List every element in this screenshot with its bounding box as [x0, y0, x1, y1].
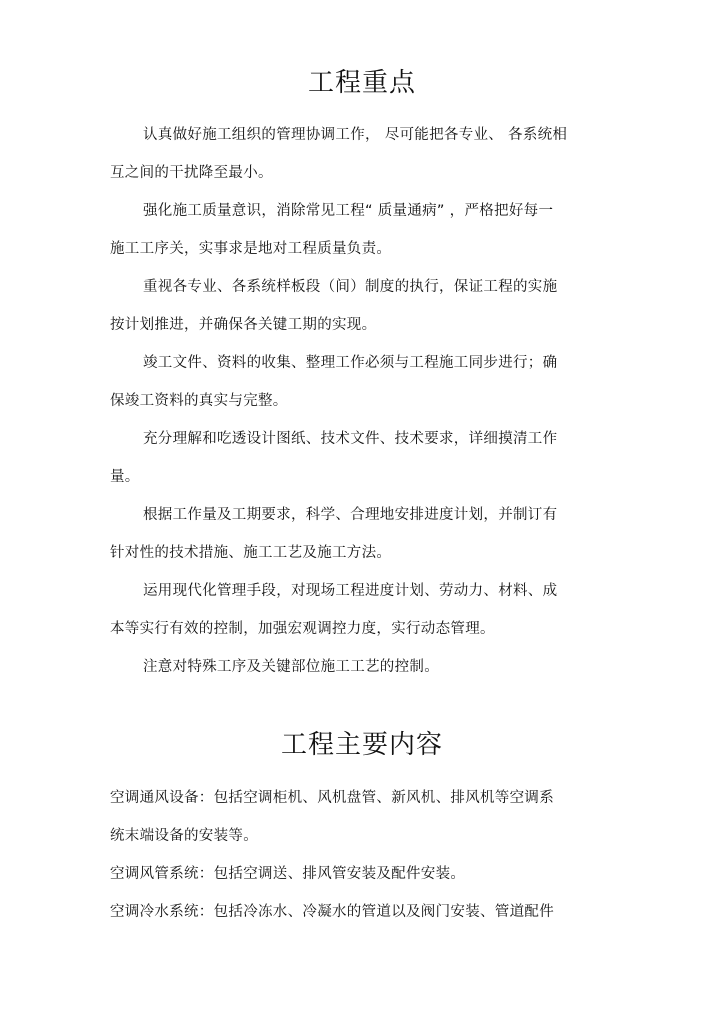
paragraph-line: 量。 [110, 469, 140, 485]
paragraph-line: 根据工作量及工期要求，科学、合理地安排进度计划，并制订有 [143, 507, 558, 523]
paragraph-line: 运用现代化管理手段，对现场工程进度计划、劳动力、材料、成 [143, 583, 558, 599]
paragraph-line: 注意对特殊工序及关键部位施工工艺的控制。 [143, 659, 439, 675]
paragraph-line: 统末端设备的安装等。 [110, 828, 258, 844]
paragraph-line: 空调冷水系统：包括冷冻水、冷凝水的管道以及阀门安装、管道配件 [110, 904, 554, 920]
paragraph-line: 空调通风设备：包括空调柜机、风机盘管、新风机、排风机等空调系 [110, 790, 554, 806]
section-title-main-content: 工程主要内容 [280, 730, 443, 760]
paragraph-line: 本等实行有效的控制，加强宏观调控力度，实行动态管理。 [110, 621, 495, 637]
paragraph-line: 保竣工资料的真实与完整。 [110, 393, 288, 409]
paragraph-line: 针对性的技术措施、施工工艺及施工方法。 [110, 545, 392, 561]
paragraph-line: 竣工文件、资料的收集、整理工作必须与工程施工同步进行；确 [143, 355, 558, 371]
paragraph-line: 重视各专业、各系统样板段（间）制度的执行，保证工程的实施 [143, 279, 558, 295]
paragraph-line: 施工工序关，实事求是地对工程质量负责。 [110, 241, 392, 257]
paragraph-line: 强化施工质量意识，消除常见工程“ 质量通病” ，严格把好每一 [143, 203, 554, 219]
paragraph-line: 按计划推进，并确保各关键工期的实现。 [110, 317, 377, 333]
paragraph-line: 互之间的干扰降至最小。 [110, 165, 273, 181]
paragraph-line: 认真做好施工组织的管理协调工作， 尽可能把各专业、 各系统相 [143, 127, 568, 143]
section-title-key-points: 工程重点 [307, 68, 416, 98]
paragraph-line: 充分理解和吃透设计图纸、技术文件、技术要求，详细摸清工作 [143, 431, 558, 447]
paragraph-line: 空调风管系统：包括空调送、排风管安装及配件安装。 [110, 866, 466, 882]
